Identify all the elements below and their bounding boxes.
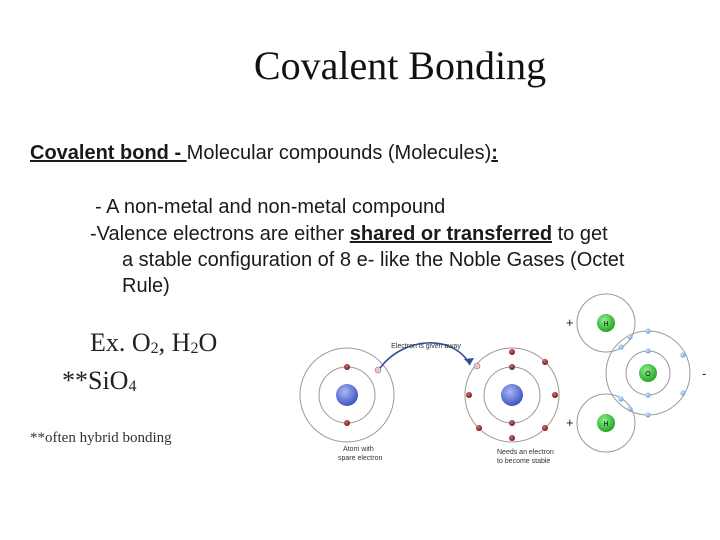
- electron: [680, 390, 685, 395]
- top-hydrogen: [577, 294, 635, 352]
- right-atom-label-2: to become stable: [497, 458, 551, 465]
- example-o: O: [198, 328, 218, 357]
- shared-electron: [618, 396, 623, 401]
- left-atom-label-2: spare electron: [338, 455, 383, 462]
- example-o2-subscript: 2: [150, 340, 159, 357]
- left-atom-label-1: Atom with: [343, 446, 374, 453]
- bullet-valence-line2: a stable configuration of 8 e- like the Noble Gases (Octet: [122, 249, 625, 271]
- left-nucleus: [336, 384, 358, 406]
- o-label: O: [645, 371, 651, 378]
- electron: [680, 352, 685, 357]
- slide-title: Covalent Bonding: [253, 43, 547, 88]
- hybrid-note: **often hybrid bonding: [30, 430, 172, 446]
- example-h: , H: [158, 328, 191, 357]
- bottom-h-label: H: [603, 421, 609, 428]
- bullet-nonmetal: - A non-metal and non-metal compound: [95, 196, 446, 218]
- shared-electron: [627, 334, 632, 339]
- example-o2: Ex. O: [90, 328, 151, 357]
- right-nucleus: [501, 384, 523, 406]
- oxygen-atom: [606, 328, 690, 417]
- electron: [509, 420, 515, 426]
- electron: [542, 359, 548, 365]
- example-sio4-subscript: 4: [128, 378, 137, 395]
- electron: [542, 425, 548, 431]
- electron: [645, 328, 650, 333]
- water-molecule-figure: [566, 294, 706, 452]
- electron: [344, 420, 350, 426]
- definition-term: Covalent bond -: [30, 142, 187, 164]
- bottom-hydrogen: [577, 394, 635, 452]
- example-sio: **SiO: [62, 366, 129, 395]
- electron: [344, 364, 350, 370]
- arrow-label: Electron is given away: [391, 343, 461, 350]
- incoming-electron-slot: [474, 363, 480, 369]
- electron: [466, 392, 472, 398]
- electron: [476, 425, 482, 431]
- left-atom: [300, 348, 394, 442]
- bottom-plus-sign: +: [566, 415, 574, 430]
- example-h2o-subscript: 2: [190, 340, 199, 357]
- top-h-label: H: [603, 321, 609, 328]
- bullet-valence-pre: -Valence electrons are either: [90, 223, 350, 245]
- bullet-valence-post: to get: [552, 223, 608, 245]
- minus-sign: -: [702, 366, 707, 381]
- electron: [645, 348, 650, 353]
- electron: [645, 412, 650, 417]
- right-atom: [465, 348, 559, 442]
- definition-text: Molecular compounds (Molecules): [186, 142, 492, 164]
- electron: [552, 392, 558, 398]
- electron: [509, 364, 515, 370]
- top-plus-sign: +: [566, 315, 574, 330]
- definition-colon: :: [491, 142, 498, 164]
- electron: [509, 349, 515, 355]
- right-atom-label-1: Needs an electron: [497, 449, 554, 456]
- transfer-arrowhead: [464, 358, 474, 365]
- bullet-valence-line3: Rule): [122, 275, 170, 297]
- electron: [509, 435, 515, 441]
- electron-transfer-figure: [300, 343, 559, 465]
- electron: [645, 392, 650, 397]
- bullet-valence-bold: shared or transferred: [349, 223, 553, 245]
- shared-electron: [627, 406, 632, 411]
- shared-electron: [618, 344, 623, 349]
